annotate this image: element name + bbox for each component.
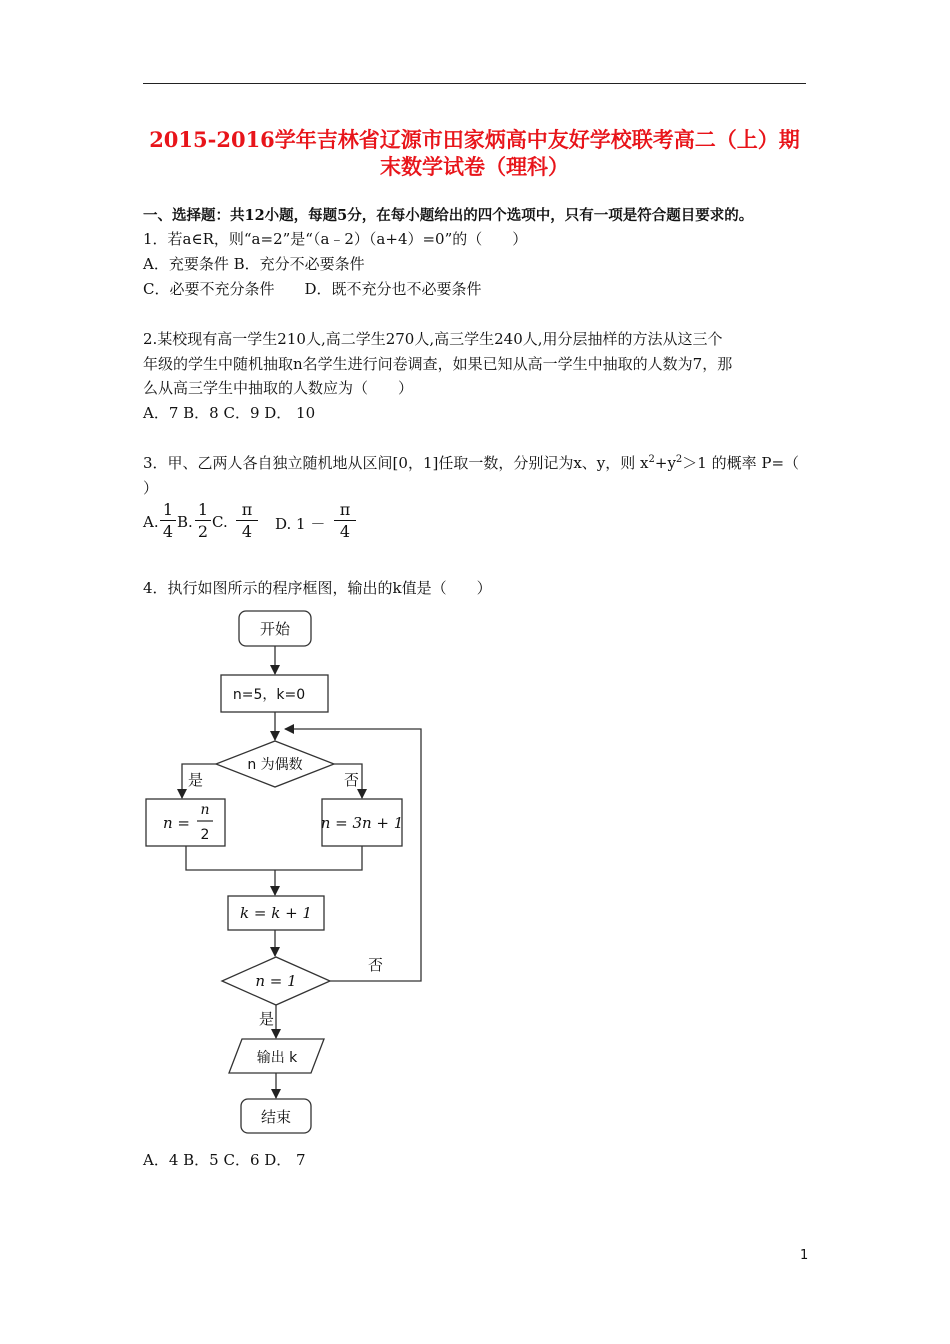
cond1-label: n 为偶数 bbox=[247, 757, 303, 773]
q3-optA-fraction: 1 4 bbox=[160, 500, 176, 541]
q3-optB-fraction: 1 2 bbox=[195, 500, 211, 541]
q2-line1: 2.某校现有高一学生210人,高二学生270人,高三学生240人,用分层抽样的方法从这三个 bbox=[143, 330, 723, 348]
page-title-line1: 2015-2016学年吉林省辽源市田家炳高中友好学校联考高二（上）期 bbox=[149, 127, 800, 152]
right-formula: n = 3n + 1 bbox=[320, 814, 404, 832]
q4-options: A．4 B．5 C．6 D． 7 bbox=[143, 1151, 306, 1169]
page-number: 1 bbox=[800, 1248, 809, 1263]
output-label: 输出 k bbox=[256, 1050, 298, 1066]
q3-optC-fraction: π 4 bbox=[236, 500, 258, 541]
left-lhs: n = bbox=[163, 814, 190, 832]
q1-options-ab: A．充要条件 B．充分不必要条件 bbox=[143, 255, 365, 273]
q3-optD-label: D. 1 － bbox=[275, 515, 326, 533]
end-label: 结束 bbox=[260, 1108, 292, 1126]
q3-optB-label: B. bbox=[177, 513, 193, 531]
q2-line2: 年级的学生中随机抽取n名学生进行问卷调查，如果已知从高一学生中抽取的人数为7，那 bbox=[143, 355, 733, 373]
q3-line2: ） bbox=[143, 479, 159, 497]
yes1-label: 是 bbox=[188, 771, 204, 789]
q2-options: A．7 B．8 C．9 D． 10 bbox=[143, 404, 316, 422]
init-label: n=5，k=0 bbox=[232, 687, 306, 703]
q2-line3: 么从高三学生中抽取的人数应为（ ） bbox=[143, 379, 414, 397]
left-den: 2 bbox=[200, 827, 210, 843]
no2-label: 否 bbox=[368, 956, 384, 974]
no1-label: 否 bbox=[344, 771, 360, 789]
cond2-label: n = 1 bbox=[255, 972, 297, 990]
incr-label: k = k + 1 bbox=[240, 904, 312, 922]
q3-optD-fraction: π 4 bbox=[334, 500, 356, 541]
q3-optC-label: C. bbox=[212, 513, 228, 531]
q1-stem: 1．若a∈R，则“a=2”是“（a﹣2）（a+4）=0”的（ ） bbox=[143, 230, 528, 248]
q4-stem: 4．执行如图所示的程序框图，输出的k值是（ ） bbox=[143, 579, 492, 597]
yes2-label: 是 bbox=[259, 1010, 275, 1028]
q3-optA-label: A. bbox=[143, 513, 159, 531]
page-title-line2: 末数学试卷（理科） bbox=[380, 154, 569, 179]
loop-back-line bbox=[285, 729, 421, 981]
start-label: 开始 bbox=[259, 620, 291, 638]
q1-options-cd: C．必要不充分条件 D．既不充分也不必要条件 bbox=[143, 280, 482, 298]
left-num: n bbox=[200, 802, 210, 818]
q3-line1: 3．甲、乙两人各自独立随机地从区间[0，1]任取一数，分别记为x、y，则 $x^2+y^2>1$ 的概率 P=（ bbox=[143, 454, 800, 472]
section-heading: 一、选择题：共12小题，每题5分，在每小题给出的四个选项中，只有一项是符合题目要求的。 bbox=[143, 207, 754, 224]
